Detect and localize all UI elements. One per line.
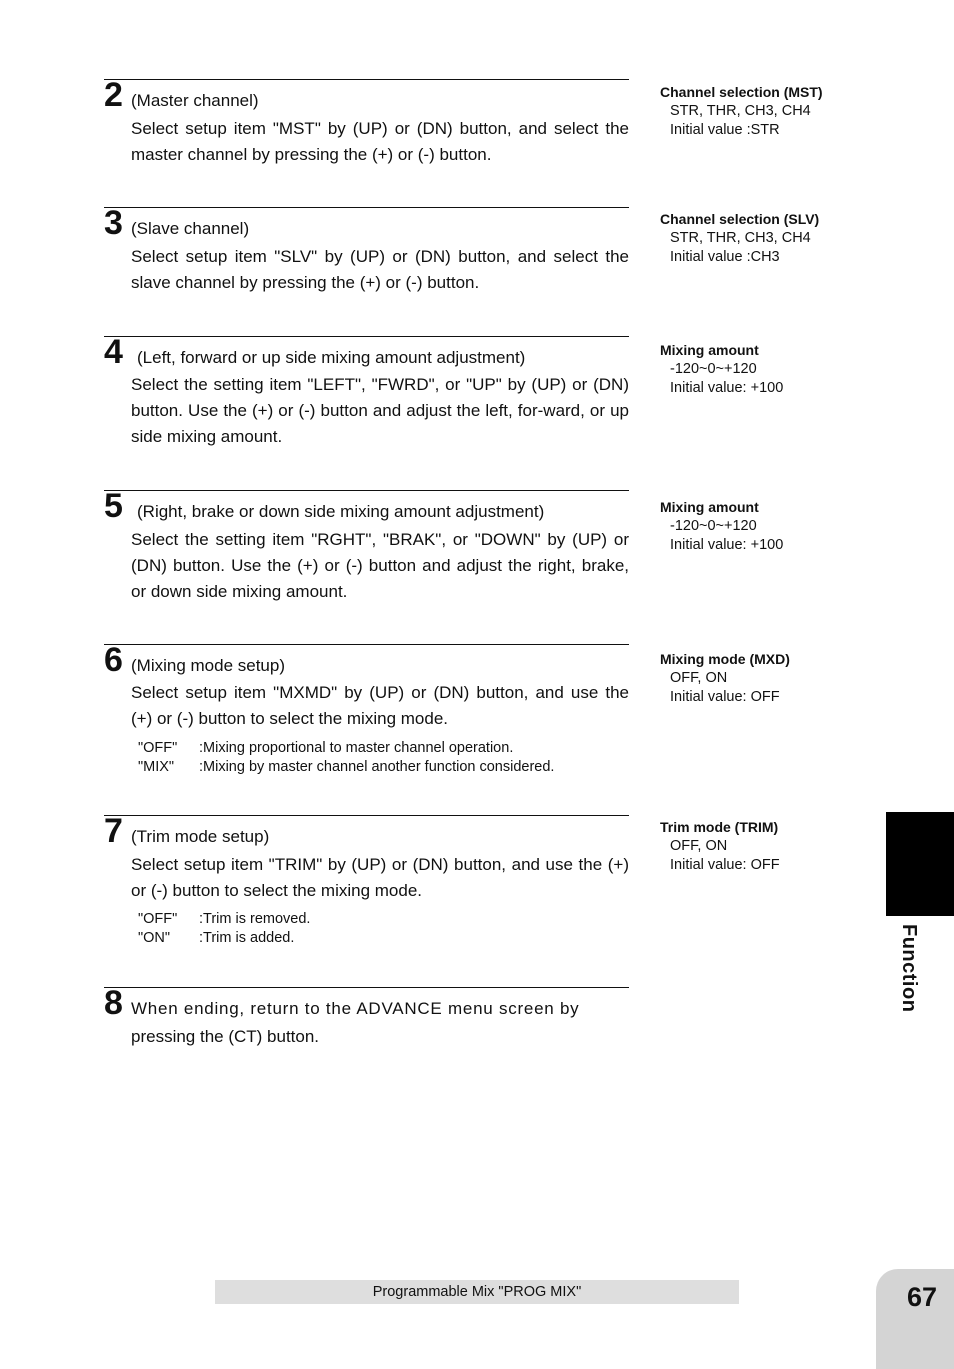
step-number: 5 [104,487,123,525]
sidenote-initial: Initial value: OFF [670,857,780,873]
option-key: "OFF" [138,911,178,927]
step-divider [104,644,629,645]
option-desc: :Mixing by master channel another function considered. [199,759,555,775]
step-divider [104,336,629,337]
page-number: 67 [906,1282,938,1312]
section-tab [886,812,954,916]
step-heading: (Mixing mode setup) [131,656,286,675]
sidenote-mixing-amount-2 [660,498,845,555]
step-number: 3 [104,204,123,242]
option-key: "OFF" [138,740,178,756]
option-desc: :Trim is added. [199,930,295,946]
step-number: 7 [104,812,123,850]
step-divider [104,207,629,208]
option-key: "ON" [138,930,171,946]
step-number: 4 [104,333,123,371]
step-heading: (Left, forward or up side mixing amount adjustment) [137,348,526,367]
step-body: Select setup item "MST" by (UP) or (DN) button, and select the master channel by pressing the (+) or (-) button. [131,119,629,164]
sidenote-slv [660,210,845,267]
step-heading: (Slave channel) [131,219,250,238]
step-number: 2 [104,76,123,114]
option-row [138,929,294,948]
step-body: Select the setting item "LEFT", "FWRD", or "UP" by (UP) or (DN) button. Use the (+) or (-) button and adjust the left, for-ward, or up side mixing amount. [131,375,629,446]
step-number: 6 [104,641,123,679]
step-number: 8 [104,984,123,1022]
step-body: Select the setting item "RGHT", "BRAK", or "DOWN" by (UP) or (DN) button. Use the (+) or (-) button and adjust the right, brake, or down side mixing amount. [131,530,629,601]
sidenote-range: OFF, ON [670,838,728,854]
step-divider [104,79,629,80]
sidenote-mixing-amount-1 [660,341,845,398]
sidenote-mst [660,83,845,140]
option-key: "MIX" [138,759,175,775]
step-body: Select setup item "MXMD" by (UP) or (DN) button, and use the (+) or (-) button to select the mixing mode. [131,683,629,728]
sidenote-title: Mixing amount [660,499,759,515]
sidenote-range: OFF, ON [670,670,728,686]
step-body: Select setup item "TRIM" by (UP) or (DN) button, and use the (+) or (-) button to select the mixing mode. [131,855,629,900]
option-desc: :Mixing proportional to master channel operation. [199,740,514,756]
sidenote-title: Channel selection (MST) [660,84,823,100]
sidenote-initial: Initial value: +100 [670,380,784,396]
step-divider [104,987,629,988]
step-heading: (Master channel) [131,91,259,110]
footer-title: Programmable Mix "PROG MIX" [215,1280,739,1304]
step-heading: When ending, return to the ADVANCE menu screen by [131,999,580,1018]
sidenote-title: Mixing amount [660,342,759,358]
sidenote-initial: Initial value: +100 [670,537,784,553]
sidenote-trim-mode [660,818,845,875]
step-heading: (Right, brake or down side mixing amount adjustment) [137,502,545,521]
sidenote-range: STR, THR, CH3, CH4 [670,103,811,119]
sidenote-initial: Initial value :CH3 [670,249,780,265]
option-row [138,758,554,777]
option-row [138,739,513,758]
step-divider [104,815,629,816]
sidenote-initial: Initial value: OFF [670,689,780,705]
option-row [138,910,310,929]
sidenote-initial: Initial value :STR [670,122,780,138]
sidenote-mixing-mode [660,650,845,707]
sidenote-title: Mixing mode (MXD) [660,651,790,667]
sidenote-range: -120~0~+120 [670,361,757,377]
option-desc: :Trim is removed. [199,911,311,927]
sidenote-range: STR, THR, CH3, CH4 [670,230,811,246]
sidenote-range: -120~0~+120 [670,518,757,534]
section-tab-label: Function [898,924,920,1013]
sidenote-title: Channel selection (SLV) [660,211,820,227]
step-divider [104,490,629,491]
step-body: pressing the (CT) button. [131,1027,320,1046]
sidenote-title: Trim mode (TRIM) [660,819,779,835]
step-heading: (Trim mode setup) [131,827,270,846]
step-body: Select setup item "SLV" by (UP) or (DN) button, and select the slave channel by pressing the (+) or (-) button. [131,247,629,292]
